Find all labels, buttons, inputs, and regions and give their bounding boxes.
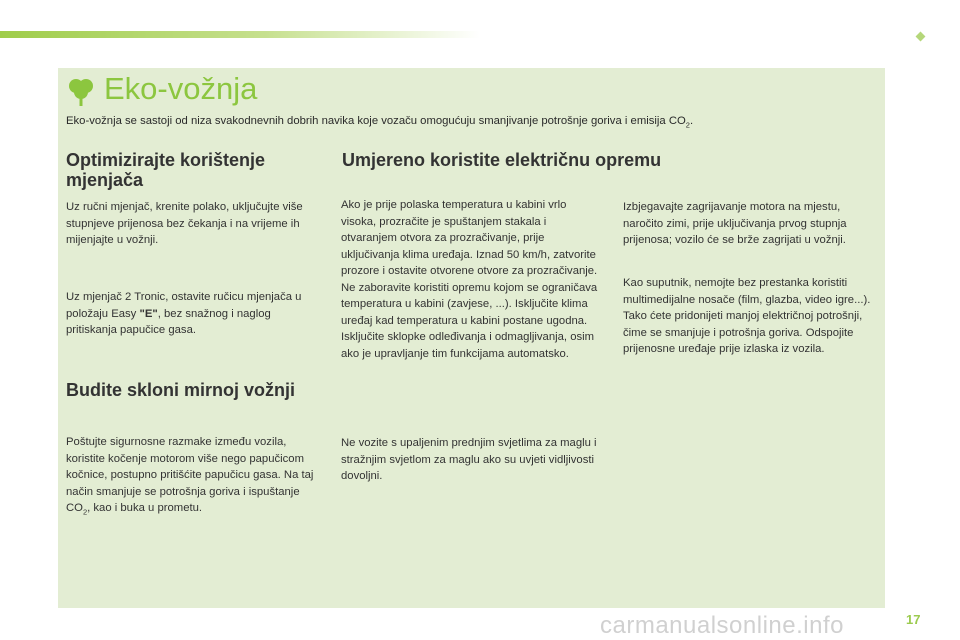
calm-text-b: , kao i buka u prometu.	[87, 502, 203, 514]
watermark: carmanualsonline.info	[600, 612, 844, 639]
corner-marker	[916, 32, 926, 42]
heading-calm-driving: Budite skloni mirnoj vožnji	[66, 380, 296, 400]
intro-text	[66, 114, 876, 132]
intro-subscript: 2	[685, 120, 690, 130]
calm-text-a: Poštujte sigurnosne razmake između vozila, koristite kočenje motorom više nego papučicom kočnice, postupno pritišćite papučicu gasa. Na taj način smanjuje se potrošnja goriva i ispuštanje CO	[66, 436, 314, 514]
tronic-text-a: Uz mjenjač 2 Tronic, ostavite ručicu mjenjača u položaju Easy	[66, 291, 302, 320]
para-calm-driving	[66, 434, 316, 521]
intro-main: Eko-vožnja se sastoji od niza svakodnevnih dobrih navika koje vozaču omogućuju smanjivanje potrošnje goriva i emisija CO	[66, 115, 686, 127]
para-air-conditioning: Ako je prije polaska temperatura u kabini vrlo visoka, prozračite je spuštanjem stakala i otvaranjem otvora za prozračivanje, prije uključivanja klima uređaja. Iznad 50 km/h, zatvorite prozore i ostavite otvorene otvore za prozračivanje. Ne zaboravite koristiti opremu kojom se ograničava temperatura u kabini (zavjese, ...). Isključite klima uređaj kad temperatura u kabini postane ugodna. Isključite sklopke odleđivanja i odmagljivanja, osim ako je upravljanje tim funkcijama automatsko.	[341, 199, 598, 360]
para-manual-gearbox: Uz ručni mjenjač, krenite polako, uključujte više stupnjeve prijenosa bez čekanja i na vrijeme ih mijenjajte u vožnji.	[66, 201, 303, 246]
para-tronic-gearbox	[66, 289, 316, 339]
calm-subscript: 2	[82, 507, 88, 517]
intro-end: .	[689, 115, 694, 127]
tronic-text-bold: "E"	[139, 307, 158, 320]
page-title: Eko-vožnja	[104, 71, 258, 106]
tree-icon	[68, 77, 94, 107]
para-multimedia: Kao suputnik, nemojte bez prestanka koristiti multimedijalne nosače (film, glazba, video igre...). Tako ćete pridonijeti manjoj električnoj potrošnji, čime se smanjuje i potrošnja goriva. Odspojite prijenosne uređaje prije izlaska iz vozila.	[623, 277, 871, 355]
tronic-text-b: , bez snažnog i naglog pritiskanja papučice gasa.	[66, 307, 271, 336]
heading-gears: Optimizirajte korištenje mjenjača	[66, 150, 266, 190]
para-engine-warmup: Izbjegavajte zagrijavanje motora na mjestu, naročito zimi, prije uključivanja prvog stupnja prijenosa; vozilo će se brže zagrijati u vožnji.	[623, 201, 847, 246]
page-number: 17	[906, 612, 921, 627]
heading-electrical: Umjereno koristite električnu opremu	[342, 150, 662, 170]
para-fog-lights: Ne vozite s upaljenim prednjim svjetlima za maglu i stražnjim svjetlom za maglu ako su uvjeti vidljivosti dovoljni.	[341, 437, 597, 482]
header-accent-bar	[0, 31, 480, 38]
